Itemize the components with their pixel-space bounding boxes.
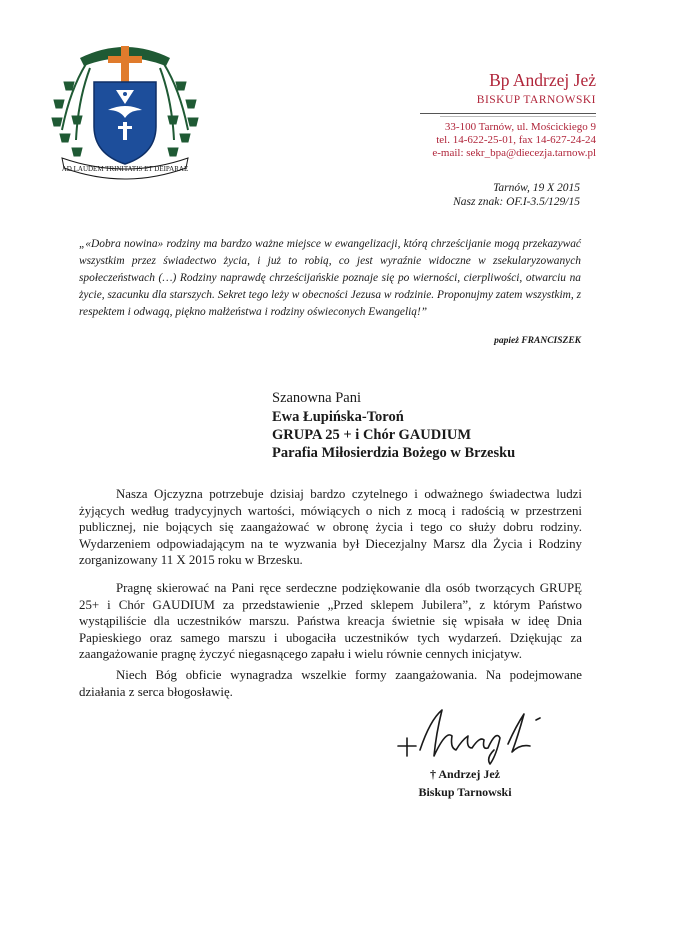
letterhead-rule-secondary <box>440 116 596 117</box>
letterhead-address: 33-100 Tarnów, ul. Mościckiego 9 <box>444 121 596 133</box>
recipient-parish: Parafia Miłosierdzia Bożego w Brzesku <box>272 445 516 461</box>
letterhead-title: BISKUP TARNOWSKI <box>476 94 596 106</box>
body-paragraph-3: Niech Bóg obficie wynagradza wszelkie formy zaangażowania. Na podejmowane działania z serca błogosławię. <box>79 668 582 699</box>
recipient-group: GRUPA 25 + i Chór GAUDIUM <box>272 427 472 443</box>
epigraph-author: papież FRANCISZEK <box>494 336 581 346</box>
letter-reference: Nasz znak: OF.I-3.5/129/15 <box>453 196 580 208</box>
svg-text:AD LAUDEM TRINITATIS ET DEIPAR: AD LAUDEM TRINITATIS ET DEIPARAE <box>61 165 189 173</box>
letterhead-phone: tel. 14-622-25-01, fax 14-627-24-24 <box>436 134 596 146</box>
recipient-name: Ewa Łupińska-Toroń <box>272 409 404 425</box>
signature-title: Biskup Tarnowski <box>418 785 512 799</box>
body-paragraph-2: Pragnę skierować na Pani ręce serdeczne podziękowanie dla osób tworzących GRUPĘ 25+ i Chór GAUDIUM za przedstawienie „Przed sklepem Jubilera”, z którym Państwo wystąpiliście dla uczestników marszu. Państwa kreacja świetnie się wpisała w ideę Dnia Papieskiego oraz samego marszu i ubogaciła uczestników tych wydarzeń. Dziękując za zaangażowanie pragnę życzyć niegasnącego zapału i wielu równie cennych inicjatyw. <box>79 581 582 662</box>
signature-name: † Andrzej Jeż <box>430 767 500 781</box>
body-paragraph-1: Nasza Ojczyzna potrzebuje dzisiaj bardzo czytelnego i odważnego świadectwa ludzi żyjących według tradycyjnych wartości, mówiących o nich z mocą i radością w przestrzeni publicznej, nie bojących się zaangażować w obronę życia i tego co służy dobru rodziny. Wydarzeniem odpowiadającym na te wyzwania był Diecezjalny Marsz dla Życia i Rodziny zorganizowany 11 X 2015 roku w Brzesku. <box>79 487 582 568</box>
epigraph-quote: „«Dobra nowina» rodziny ma bardzo ważne miejsce w ewangelizacji, którą chrześcijanie mogą przekazywać wszystkim przez świadectwo życia, i już to robią, co jest wyraźnie widoczne w zsekularyzowanych społeczeństwach (…) Rodziny naprawdę chrześcijańskie poznaje się po wierności, cierpliwości, otwarciu na życie, szacunku dla starszych. Sekret tego leży w obecności Jezusa w rodzinie. Proponujmy zatem wszystkim, z respektem i odwagą, piękno małżeństwa i rodziny oświeconych Ewangelią!” <box>79 238 581 319</box>
coat-of-arms-logo <box>50 30 200 180</box>
letterhead-name: Bp Andrzej Jeż <box>489 70 596 90</box>
recipient-salutation: Szanowna Pani <box>272 390 361 406</box>
handwritten-signature <box>390 700 550 770</box>
letterhead-email: e-mail: sekr_bpa@diecezja.tarnow.pl <box>432 147 596 159</box>
letter-date: Tarnów, 19 X 2015 <box>493 182 580 194</box>
letterhead-rule <box>420 113 596 114</box>
